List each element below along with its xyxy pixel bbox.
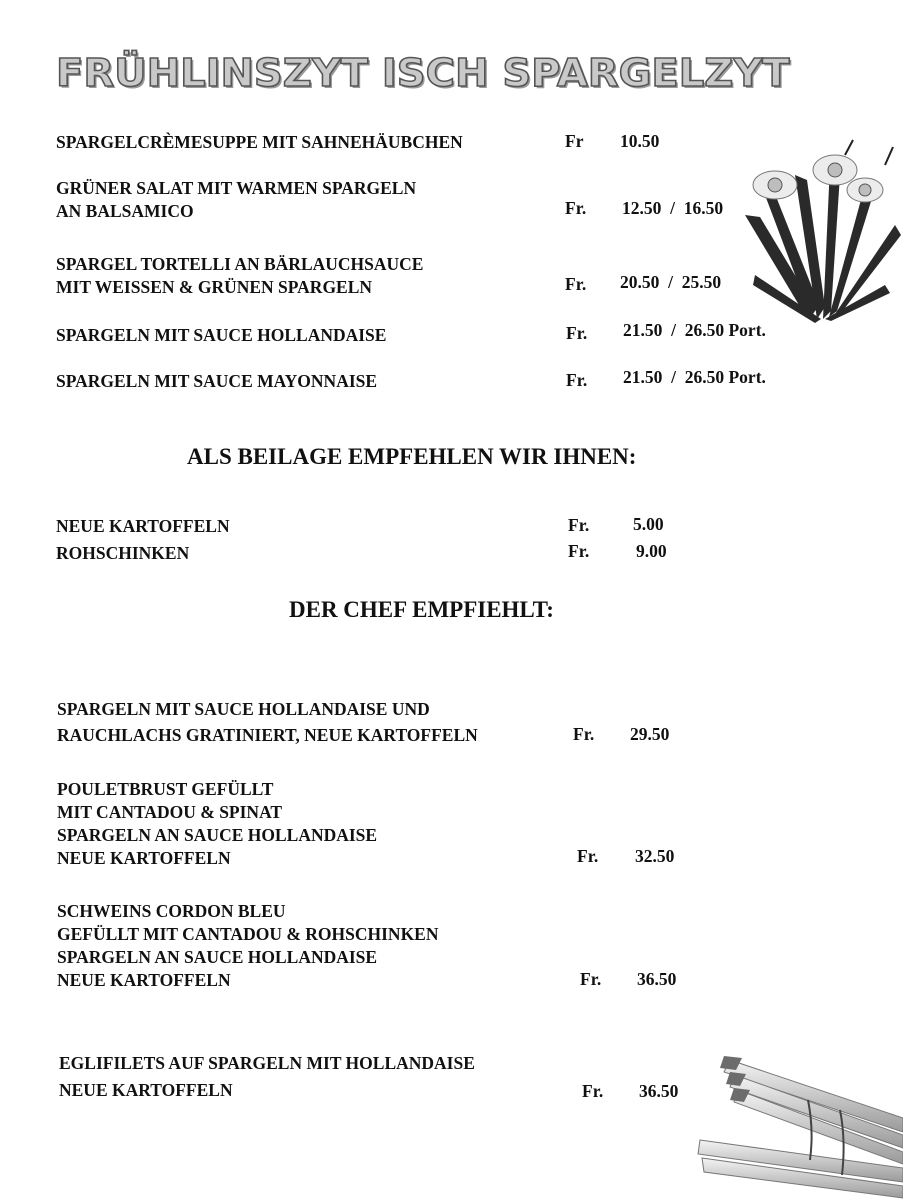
- menu-item-2-currency: Fr.: [565, 198, 587, 218]
- chef-item-2-line-3: SPARGELN AN SAUCE HOLLANDAISE: [57, 825, 378, 845]
- chef-item-3-line-1: SCHWEINS CORDON BLEU: [57, 901, 286, 921]
- chef-item-4-line-1: EGLIFILETS AUF SPARGELN MIT HOLLANDAISE: [59, 1053, 475, 1073]
- chef-item-3-line-4: NEUE KARTOFFELN: [57, 970, 231, 990]
- menu-item-5-line-1: SPARGELN MIT SAUCE MAYONNAISE: [56, 371, 378, 391]
- chef-item-1-currency: Fr.: [573, 724, 595, 744]
- menu-item-4-price: 21.50 / 26.50 Port.: [623, 320, 766, 340]
- menu-item-2-line-2: AN BALSAMICO: [56, 201, 194, 221]
- chef-item-2-currency: Fr.: [577, 846, 599, 866]
- chef-item-4-price: 36.50: [639, 1081, 679, 1101]
- chef-item-3-currency: Fr.: [580, 969, 602, 989]
- menu-title: FRÜHLINSZYT ISCH SPARGELZYT: [56, 52, 790, 96]
- menu-item-3-line-1: SPARGEL TORTELLI AN BÄRLAUCHSAUCE: [56, 254, 424, 274]
- menu-item-2-price: 12.50 / 16.50: [622, 198, 724, 218]
- chef-item-1-line-2: RAUCHLACHS GRATINIERT, NEUE KARTOFFELN: [57, 725, 478, 745]
- menu-item-4-currency: Fr.: [566, 323, 588, 343]
- menu-item-4-line-1: SPARGELN MIT SAUCE HOLLANDAISE: [56, 325, 387, 345]
- chef-item-3-line-3: SPARGELN AN SAUCE HOLLANDAISE: [57, 947, 378, 967]
- menu-item-1-price: 10.50: [620, 131, 660, 151]
- side-item-1-currency: Fr.: [568, 515, 590, 535]
- asparagus-bundle-illustration: [690, 1040, 903, 1200]
- chef-item-1-line-1: SPARGELN MIT SAUCE HOLLANDAISE UND: [57, 699, 430, 719]
- menu-item-5-currency: Fr.: [566, 370, 588, 390]
- side-item-2-name: ROHSCHINKEN: [56, 543, 190, 563]
- side-dishes-heading: ALS BEILAGE EMPFEHLEN WIR IHNEN:: [187, 444, 637, 469]
- chef-item-3-price: 36.50: [637, 969, 677, 989]
- menu-item-3-currency: Fr.: [565, 274, 587, 294]
- chef-item-2-line-4: NEUE KARTOFFELN: [57, 848, 231, 868]
- side-item-1-price: 5.00: [633, 514, 664, 534]
- chef-item-1-price: 29.50: [630, 724, 670, 744]
- chef-item-3-line-2: GEFÜLLT MIT CANTADOU & ROHSCHINKEN: [57, 924, 439, 944]
- chef-item-2-line-2: MIT CANTADOU & SPINAT: [57, 802, 283, 822]
- menu-item-3-line-2: MIT WEISSEN & GRÜNEN SPARGELN: [56, 277, 373, 297]
- menu-item-1-line-1: SPARGELCRÈMESUPPE MIT SAHNEHÄUBCHEN: [56, 132, 463, 152]
- side-item-2-currency: Fr.: [568, 541, 590, 561]
- menu-item-5-price: 21.50 / 26.50 Port.: [623, 367, 766, 387]
- side-item-1-name: NEUE KARTOFFELN: [56, 516, 230, 536]
- chef-item-4-currency: Fr.: [582, 1081, 604, 1101]
- chef-recommends-heading: DER CHEF EMPFIEHLT:: [289, 597, 554, 622]
- menu-item-1-currency: Fr: [565, 131, 584, 151]
- daffodil-illustration: [735, 135, 903, 325]
- chef-item-2-line-1: POULETBRUST GEFÜLLT: [57, 779, 274, 799]
- menu-item-3-price: 20.50 / 25.50: [620, 272, 722, 292]
- side-item-2-price: 9.00: [636, 541, 667, 561]
- menu-item-2-line-1: GRÜNER SALAT MIT WARMEN SPARGELN: [56, 178, 417, 198]
- chef-item-2-price: 32.50: [635, 846, 675, 866]
- chef-item-4-line-2: NEUE KARTOFFELN: [59, 1080, 233, 1100]
